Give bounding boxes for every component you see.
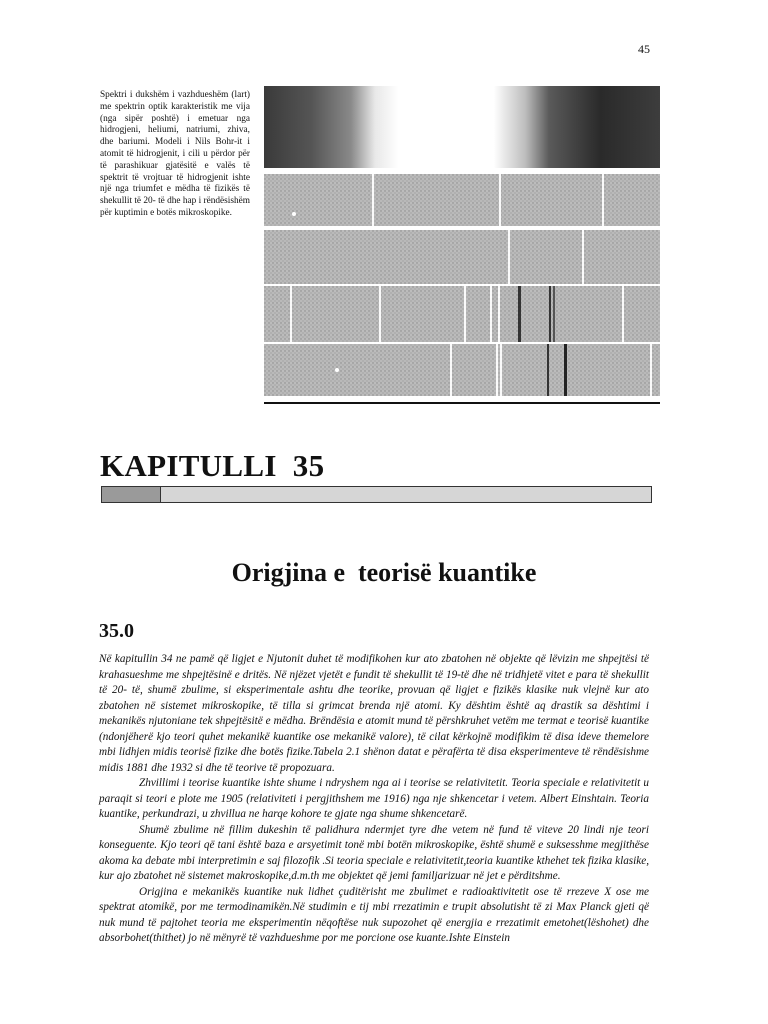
section-title: Origjina e teorisë kuantike [231, 558, 537, 587]
section-number: 35.0 [99, 620, 134, 642]
line-spectrum-strip-4 [264, 344, 660, 396]
continuous-spectrum [264, 86, 660, 168]
figure-bottom-rule [264, 402, 660, 404]
page-number: 45 [638, 42, 650, 56]
figure-caption: Spektri i dukshëm i vazhdueshëm (lart) me spektrin optik karakteristik me vija (nga sipër poshtë) i emetuar nga hidrogjeni, heliumi, natriumi, zhiva, dhe bariumi. Modeli i Nils Bohr-it i atomit të hidrogjenit, i cili u përdor për të parashikuar gjatësitë e valës të spektrit të vrojtuar të hidrogjenit ishte një nga triumfet e mëdha të fizikës të shekullit të 20- të dhe hap i rëndësishëm për kuptimin e botës mikroskopike. [100, 90, 251, 218]
line-spectrum-strip-3 [264, 286, 660, 342]
body-paragraph-2: Zhvillimi i teorise kuantike ishte shume i ndryshem nga ai i teorise se relativitetit. Teoria speciale e relativitetit u paraqit si teori e plote me 1905 (relativiteti i pergjithshem me 1916) nga nje shkencetar i vetem. Albert Einshtain. Teoria kuantike, perkundrazi, u zhvillua ne harqe kohore te gjate nga shume shkencetarë. [99, 777, 649, 820]
chapter-divider-bar [101, 486, 652, 503]
chapter-title: KAPITULLI 35 [100, 448, 325, 483]
body-paragraph-3: Shumë zbulime në fillim dukeshin të palidhura ndermjet tyre dhe vetem në fund të viteve 20 lindi nje teori konseguente. Kjo teori që tani është baza e arsyetimit tonë mbi botën mikroskopike, është shumë e suksesshme megjithëse akoma ka debate mbi interpretimin e saj filozofik .Si teoria speciale e relativitetit,teoria kuantike kthehet tek fizika klasike, kur ajo zbatohet në sistemet makroskopike,d.m.th me objektet që jemi familjarizuar në jet e përditshme. [99, 823, 649, 882]
body-paragraph-4: Origjina e mekanikës kuantike nuk lidhet çuditërisht me zbulimet e radioaktivitetit ose të rrezeve X ose me spektrat atomikë, por me termodinamikën.Në studimin e tij mbi rrezatimin e trupit absolutisht të zi Max Planck gjeti që nuk mund të pajtohet teoria me eksperimentin nëqoftëse nuk supozohet që energjia e rrezatimit emetohet(lëshohet) dhe absorbohet(thithet) jo në mënyrë të vazhdueshme por me porcione ose kuante.Ishte Einstein [99, 885, 649, 944]
chapter-divider-accent [102, 487, 161, 502]
body-paragraph-1: Në kapitullin 34 ne pamë që ligjet e Njutonit duhet të modifikohen kur ato zbatohen në objekte që lëvizin me shpejtësi të krahasueshme me shpejtësinë e dritës. Në njëzet vjetët e fundit të shekullit të 19-të dhe në tridhjetë vitet e para të shekullit të 20- të, shumë zbulime, si eksperimentale ashtu dhe teorike, provuan që ligjet e fizikës klasike nuk vlejnë kur ato zbatohen në sistemet mikroskopike, të tilla si grimcat brenda një atomi. Ky dështim është aq drastik sa dështimi i mekanikës njutoniane tek shpejtësitë e mëdha. Brëndësia e atomit mund të përshkruhet vetëm me termat e teorisë kuantike (ndonjëherë kjo teori quhet mekanikë kuantike ose mekanikë valore), të cilat kërkojnë modifikim të disa ideve themelore mbi lidhjen midis teorisë fizike dhe botës fizike.Tabela 2.1 shënon datat e përafërta të disa eksperimenteve të rëndësishme midis 1881 dhe 1932 si dhe të teorive të propozuara. [99, 653, 649, 774]
line-spectrum-strip-1 [264, 174, 660, 226]
line-spectrum-strip-2 [264, 230, 660, 284]
body-text [99, 652, 649, 947]
spectra-figure [264, 86, 660, 400]
